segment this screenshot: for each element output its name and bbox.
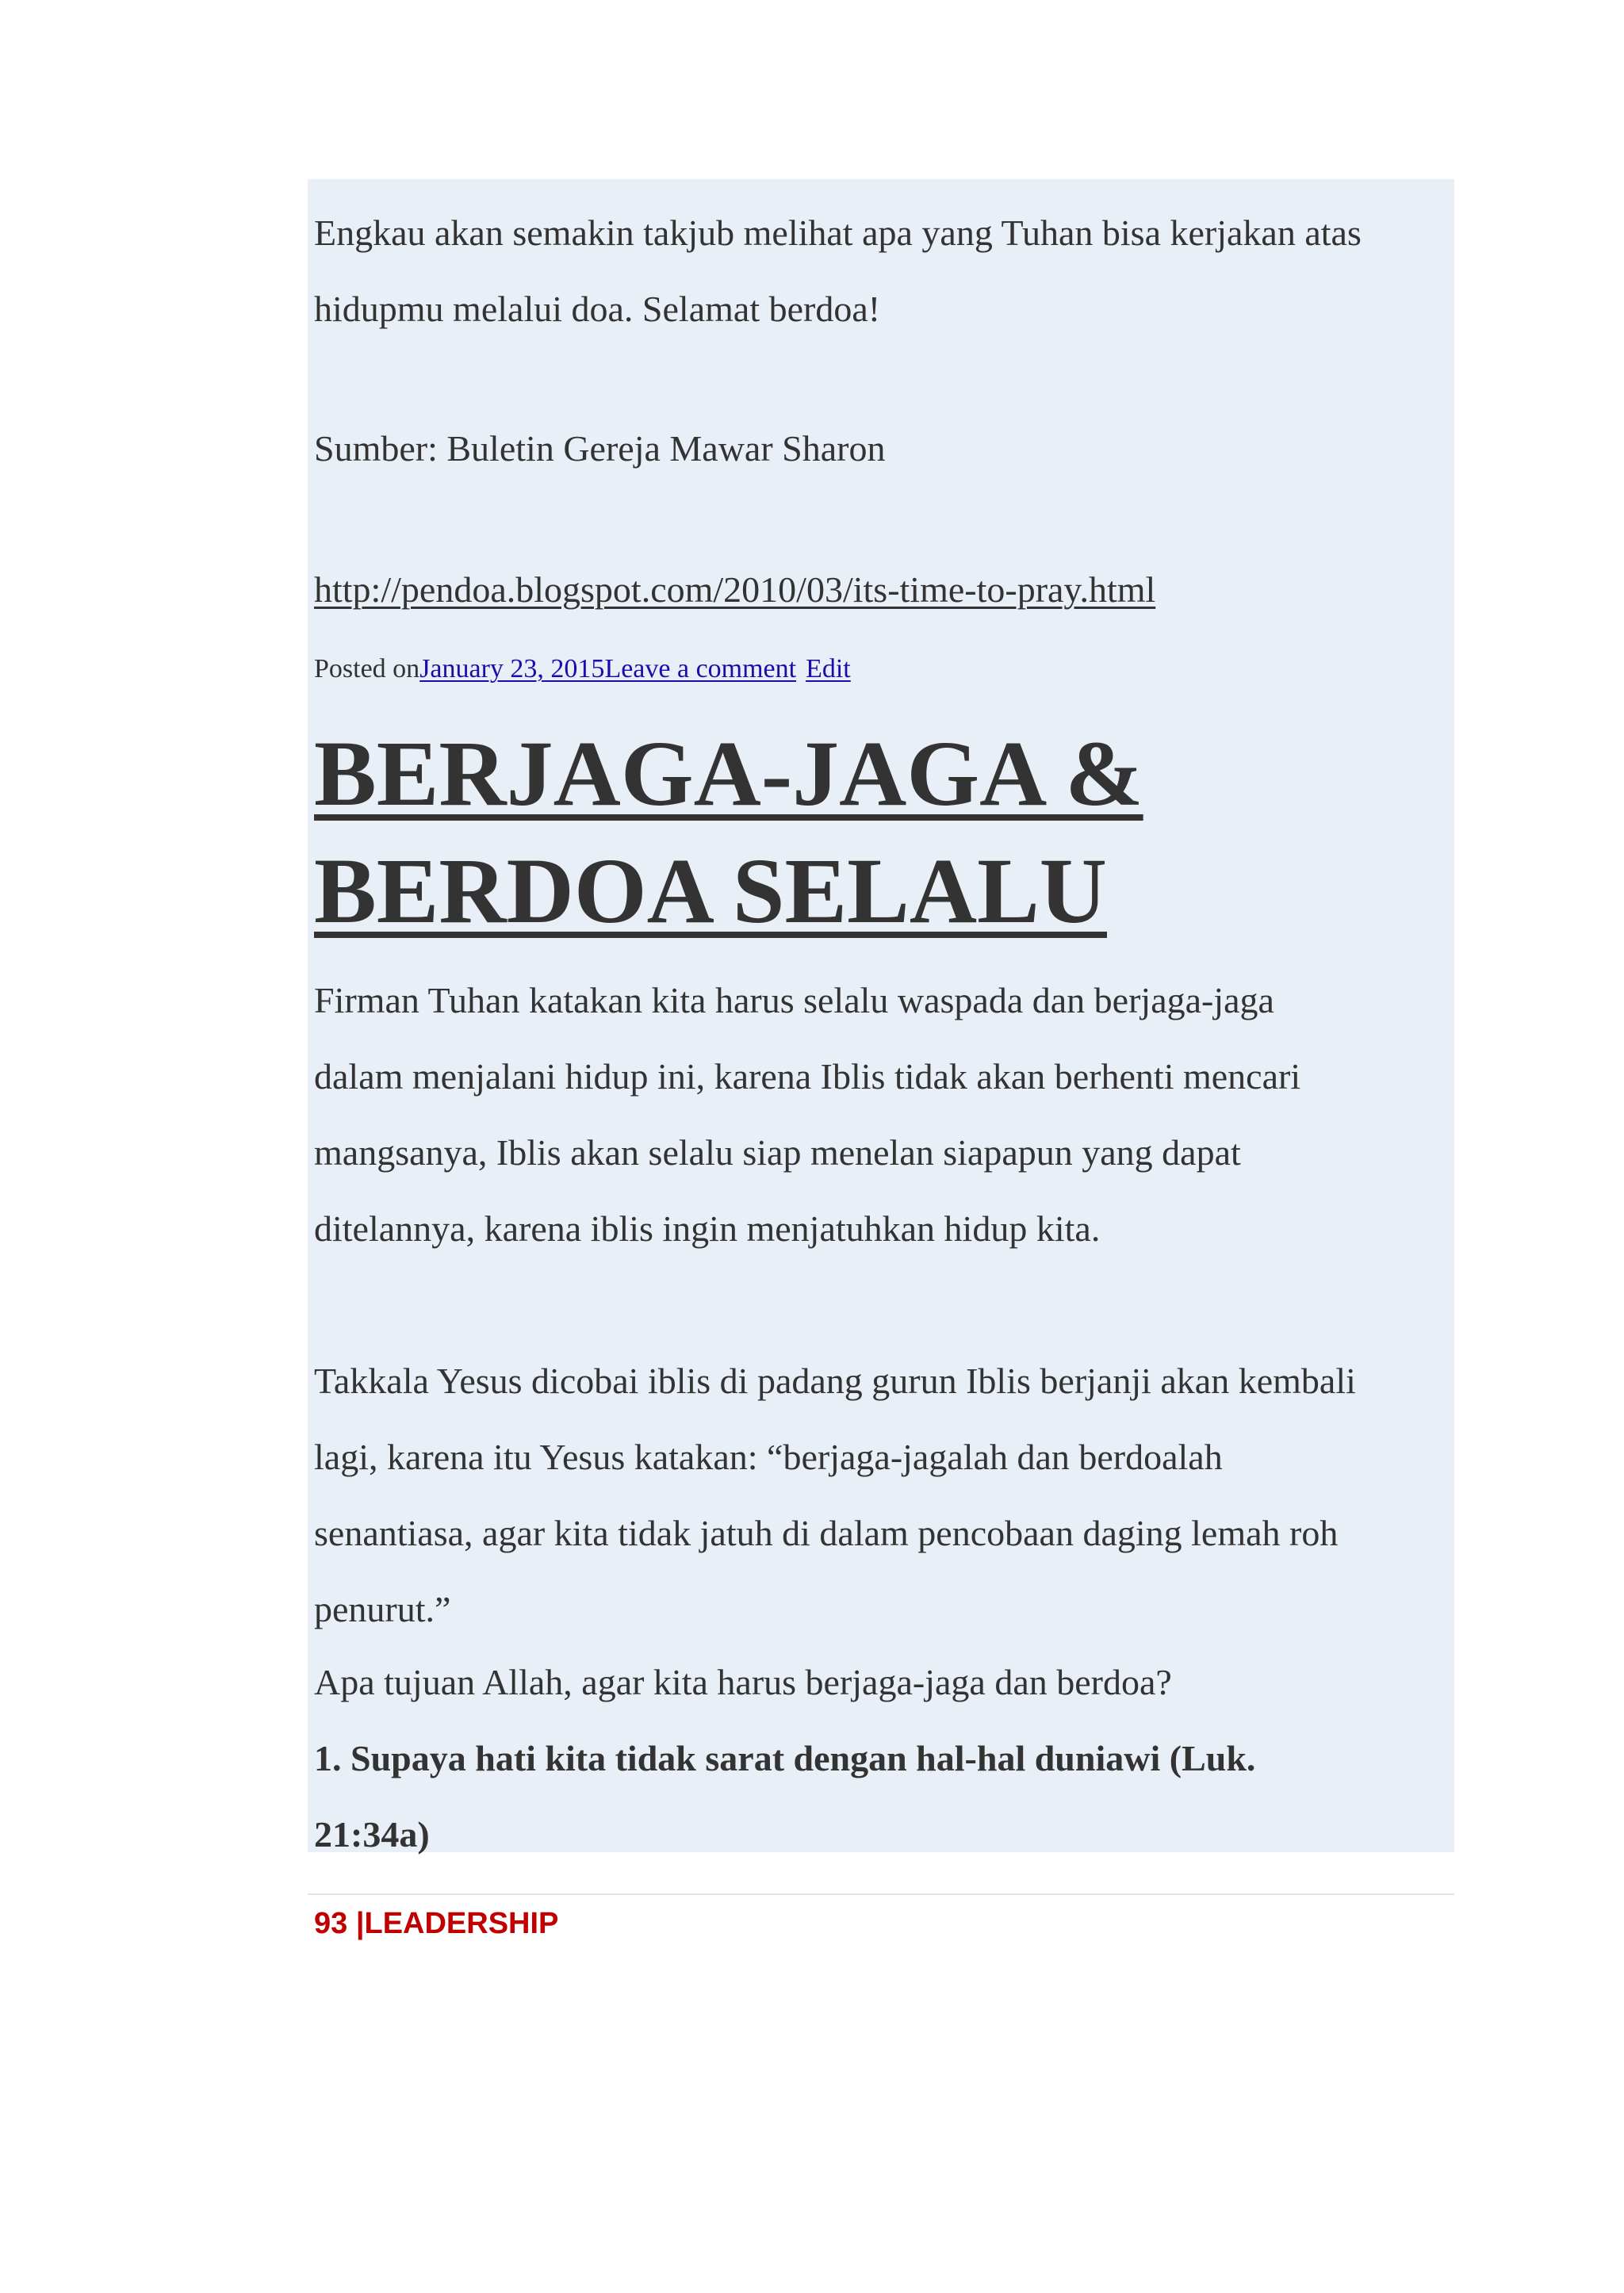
source-url-link[interactable]: http://pendoa.blogspot.com/2010/03/its-time-to-pray.html bbox=[314, 569, 1156, 610]
edit-link[interactable]: Edit bbox=[806, 654, 851, 683]
para2-line-1: Takkala Yesus dicobai iblis di padang gurun Iblis berjanji akan kembali bbox=[314, 1361, 1356, 1401]
title-line-1: BERJAGA-JAGA & bbox=[314, 722, 1143, 825]
footer-divider bbox=[308, 1893, 1454, 1895]
leave-comment-link[interactable]: Leave a comment bbox=[604, 654, 797, 683]
para2-line-4: penurut.” bbox=[314, 1589, 451, 1629]
para1-line-4: ditelannya, karena iblis ingin menjatuhkan hidup kita. bbox=[314, 1208, 1101, 1249]
intro-line-2: hidupmu melalui doa. Selamat berdoa! bbox=[314, 289, 881, 329]
para2-line-2: lagi, karena itu Yesus katakan: “berjaga-jagalah dan berdoalah bbox=[314, 1437, 1223, 1477]
footer-separator: | bbox=[347, 1907, 365, 1940]
para1-line-1: Firman Tuhan katakan kita harus selalu waspada dan berjaga-jaga bbox=[314, 980, 1274, 1020]
para1-line-3: mangsanya, Iblis akan selalu siap menelan siapapun yang dapat bbox=[314, 1132, 1241, 1173]
posted-on-label: Posted on bbox=[314, 654, 420, 683]
point1-line-1: 1. Supaya hati kita tidak sarat dengan hal-hal duniawi (Luk. bbox=[314, 1738, 1256, 1778]
page-number: 93 bbox=[314, 1907, 348, 1940]
para2-line-3: senantiasa, agar kita tidak jatuh di dalam pencobaan daging lemah roh bbox=[314, 1513, 1339, 1553]
point1-line-2: 21:34a) bbox=[314, 1814, 430, 1855]
para1-line-2: dalam menjalani hidup ini, karena Iblis tidak akan berhenti mencari bbox=[314, 1056, 1301, 1097]
date-link[interactable]: January 23, 2015 bbox=[419, 654, 605, 683]
title-line-2: BERDOA SELALU bbox=[314, 839, 1108, 943]
source-url-line bbox=[314, 552, 1155, 628]
question-line: Apa tujuan Allah, agar kita harus berjaga-jaga dan berdoa? bbox=[314, 1662, 1172, 1702]
article-title[interactable] bbox=[314, 715, 1143, 950]
intro-line-1: Engkau akan semakin takjub melihat apa yang Tuhan bisa kerjakan atas bbox=[314, 212, 1362, 253]
page-footer bbox=[314, 1901, 558, 1946]
source-credit: Sumber: Buletin Gereja Mawar Sharon bbox=[314, 428, 886, 469]
post-meta bbox=[314, 650, 851, 688]
footer-section: LEADERSHIP bbox=[364, 1907, 559, 1940]
